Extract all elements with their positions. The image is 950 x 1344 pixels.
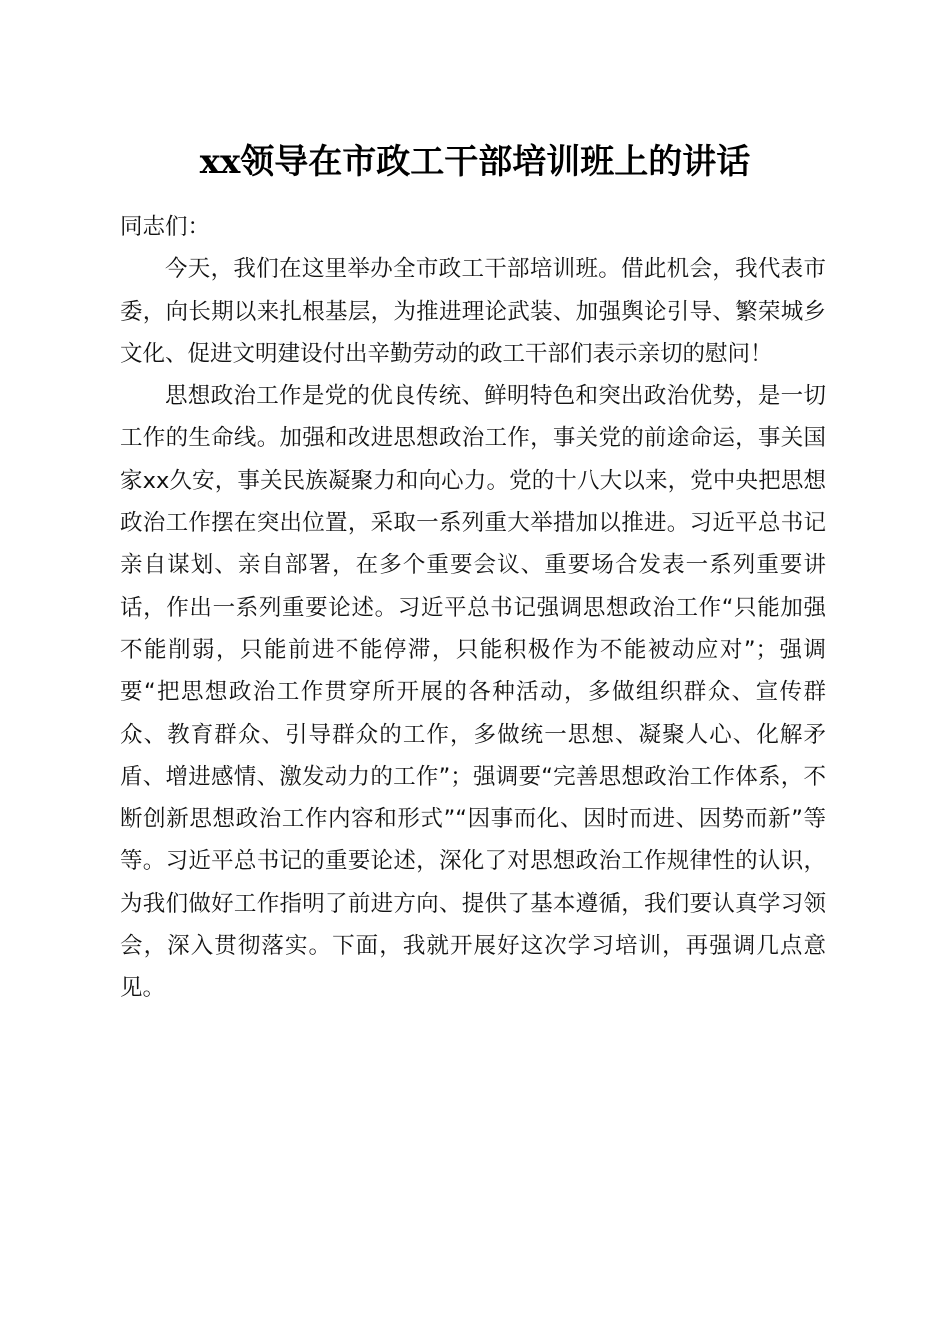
document-body [120, 206, 826, 1010]
paragraph-greeting: 今天，我们在这里举办全市政工干部培训班。借此机会，我代表市委，向长期以来扎根基层，为推进理论武装、加强舆论引导、繁荣城乡文化、促进文明建设付出辛勤劳动的政工干部们表示亲切的慰问！ [120, 256, 826, 367]
page-title: xx领导在市政工干部培训班上的讲话 [199, 142, 751, 182]
salutation: 同志们： [120, 214, 211, 240]
paragraph-political-work: 思想政治工作是党的优良传统、鲜明特色和突出政治优势，是一切工作的生命线。加强和改进思想政治工作，事关党的前途命运，事关国家xx久安，事关民族凝聚力和向心力。党的十八大以来，党中央把思想政治工作摆在突出位置，采取一系列重大举措加以推进。习近平总书记亲自谋划、亲自部署，在多个重要会议、重要场合发表一系列重要讲话，作出一系列重要论述。习近平总书记强调思想政治工作“只能加强不能削弱，只能前进不能停滞，只能积极作为不能被动应对”；强调要“把思想政治工作贯穿所开展的各种活动，多做组织群众、宣传群众、教育群众、引导群众的工作，多做统一思想、凝聚人心、化解矛盾、增进感情、激发动力的工作”；强调要“完善思想政治工作体系，不断创新思想政治工作内容和形式”“因事而化、因时而进、因势而新”等等。习近平总书记的重要论述，深化了对思想政治工作规律性的认识，为我们做好工作指明了前进方向、提供了基本遵循，我们要认真学习领会，深入贯彻落实。下面，我就开展好这次学习培训，再强调几点意见。 [120, 383, 826, 1002]
